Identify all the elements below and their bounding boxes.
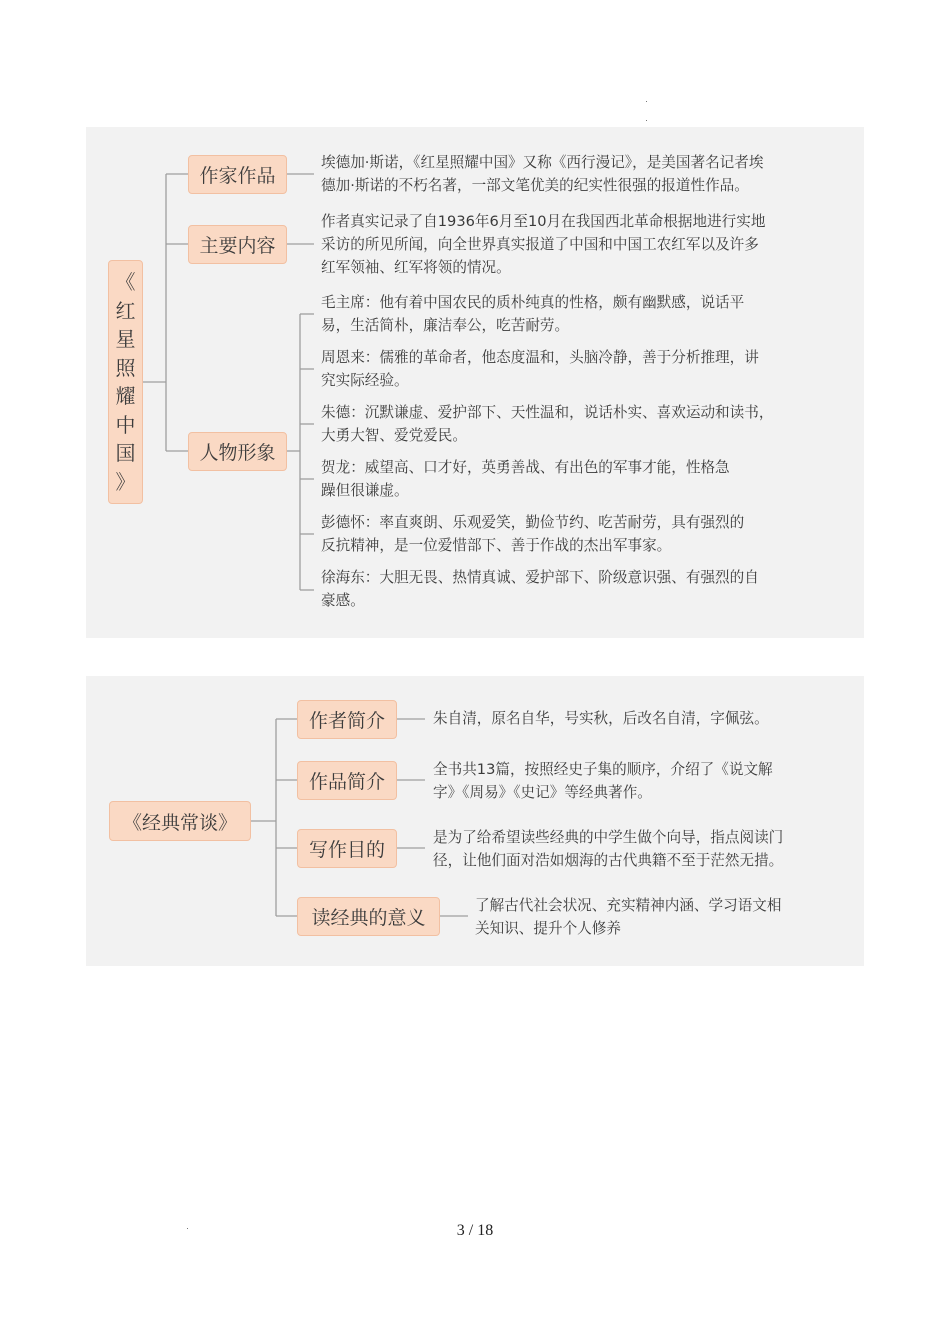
- root-node-classics: 《经典常谈》: [109, 801, 251, 841]
- branch-node-purpose: 写作目的: [297, 829, 397, 868]
- branch-node-work-intro: 作品简介: [297, 761, 397, 800]
- leaf-work-intro-text: [433, 758, 853, 804]
- leaf-significance-text: [475, 894, 845, 940]
- text-line: 彭德怀：率直爽朗、乐观爱笑，勤俭节约、吃苦耐劳，具有强烈的: [321, 514, 745, 531]
- branch-node-author-intro: 作者简介: [297, 700, 397, 739]
- text-line: 德加·斯诺的不朽名著，一部文笔优美的纪实性很强的报道性作品。: [321, 177, 749, 194]
- leaf-character-mao: [321, 291, 841, 337]
- text-line: 周恩来：儒雅的革命者，他态度温和，头脑冷静，善于分析推理，讲: [321, 349, 759, 366]
- text-line: 究实际经验。: [321, 372, 409, 389]
- page-number: 3 / 18: [456, 1222, 494, 1239]
- root-char: 国: [115, 441, 136, 465]
- root-char: 》: [115, 469, 136, 494]
- root-char: 耀: [115, 384, 136, 408]
- text-line: 采访的所见所闻，向全世界真实报道了中国和中国工农红军以及许多: [321, 236, 759, 253]
- stray-mark: [646, 120, 647, 121]
- text-line: 易，生活简朴，廉洁奉公，吃苦耐劳。: [321, 317, 570, 334]
- leaf-author-intro-text: [433, 707, 853, 730]
- branch-node-author: 作家作品: [188, 155, 287, 194]
- leaf-author-text: [321, 151, 841, 197]
- text-line: 大勇大智、爱党爱民。: [321, 427, 467, 444]
- text-line: 贺龙：威望高、口才好，英勇善战、有出色的军事才能，性格急: [321, 459, 730, 476]
- text-line: 全书共13篇，按照经史子集的顺序，介绍了《说文解: [433, 761, 773, 778]
- text-line: 躁但很谦虚。: [321, 482, 409, 499]
- root-char: 星: [115, 327, 136, 351]
- root-char: 红: [115, 298, 136, 323]
- leaf-content-text: [321, 210, 841, 279]
- leaf-character-xu: [321, 566, 841, 612]
- root-char: 《: [115, 270, 136, 294]
- leaf-purpose-text: [433, 826, 853, 872]
- text-line: 埃德加·斯诺，《红星照耀中国》又称《西行漫记》，是美国著名记者埃: [321, 154, 764, 171]
- branch-node-content: 主要内容: [188, 225, 287, 264]
- stray-mark: [646, 101, 647, 102]
- root-node-red-star: [108, 260, 143, 504]
- leaf-character-peng: [321, 511, 841, 557]
- leaf-character-zhu: [321, 401, 841, 447]
- root-char: 照: [115, 355, 136, 380]
- text-line: 朱自清，原名自华，号实秋，后改名自清，字佩弦。: [433, 710, 769, 727]
- text-line: 反抗精神，是一位爱惜部下、善于作战的杰出军事家。: [321, 537, 672, 554]
- leaf-character-he: [321, 456, 841, 502]
- leaf-character-zhou: [321, 346, 841, 392]
- text-line: 朱德：沉默谦虚、爱护部下、天性温和，说话朴实、喜欢运动和读书，: [321, 404, 774, 421]
- text-line: 毛主席：他有着中国农民的质朴纯真的性格，颇有幽默感，说话平: [321, 294, 745, 311]
- text-line: 字》《周易》《史记》等经典著作。: [433, 784, 652, 801]
- text-line: 是为了给希望读些经典的中学生做个向导，指点阅读门: [433, 829, 784, 846]
- text-line: 作者真实记录了自1936年6月至10月在我国西北革命根据地进行实地: [321, 213, 766, 230]
- branch-node-characters: 人物形象: [188, 432, 287, 471]
- text-line: 径，让他们面对浩如烟海的古代典籍不至于茫然无措。: [433, 852, 784, 869]
- text-line: 了解古代社会状况、充实精神内涵、学习语文相: [475, 897, 782, 914]
- text-line: 红军领袖、红军将领的情况。: [321, 259, 511, 276]
- text-line: 徐海东：大胆无畏、热情真诚、爱护部下、阶级意识强、有强烈的自: [321, 569, 759, 586]
- root-char: 中: [115, 412, 136, 437]
- branch-node-significance: 读经典的意义: [297, 897, 440, 936]
- text-line: 豪感。: [321, 592, 365, 609]
- text-line: 关知识、提升个人修养: [475, 920, 621, 937]
